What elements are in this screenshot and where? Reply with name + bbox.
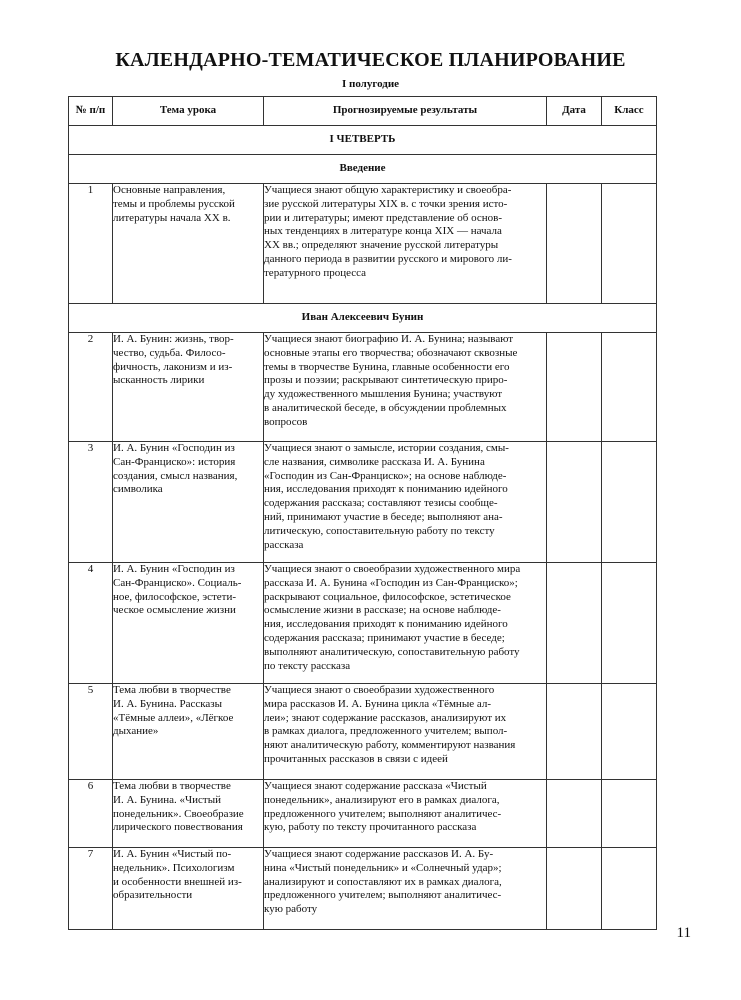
lesson-topic-line: Тема любви в творчестве xyxy=(113,684,231,696)
section-row-quarter xyxy=(69,126,657,155)
lesson-results-line: в аналитической беседе, в обсуждении проблемных xyxy=(264,401,507,414)
table-row xyxy=(69,333,657,442)
lesson-topic-line: образительности xyxy=(113,889,193,902)
lesson-results-line: Учащиеся знают о своеобразии художественного xyxy=(264,684,495,696)
lesson-topic-line: темы и проблемы русской xyxy=(113,197,235,210)
lesson-results-line: ния, исследования приходят к пониманию идейного xyxy=(264,618,508,631)
lesson-number: 2 xyxy=(69,333,113,442)
lesson-topic-line: символика xyxy=(113,483,163,496)
table-row xyxy=(69,780,657,848)
lesson-results-line: ных тенденциях в литературе конца XIX — начала xyxy=(264,225,502,238)
lesson-topic-line: лирического повествования xyxy=(113,821,243,834)
lesson-results-line: предложенного учителем; выполняют аналитичес- xyxy=(264,889,502,902)
lesson-results-line: рии и литературы; имеют представление об основ- xyxy=(264,211,503,224)
lesson-topic-line: ысканность лирики xyxy=(113,374,205,387)
planning-table xyxy=(68,96,657,930)
table-row xyxy=(69,563,657,684)
lesson-results-line: основные этапы его творчества; обозначают сквозные xyxy=(264,346,518,359)
lesson-results xyxy=(264,333,547,442)
lesson-topic-line: фичность, лаконизм и из- xyxy=(113,360,233,373)
lesson-results-line: няют аналитическую работу, комментируют названия xyxy=(264,739,516,752)
lesson-results-line: раскрывают социальное, философское, эстетическое xyxy=(264,590,511,603)
lesson-date-cell[interactable] xyxy=(547,563,602,684)
lesson-number: 6 xyxy=(69,780,113,848)
lesson-results-line: мира рассказов И. А. Бунина цикла «Тёмные ал- xyxy=(264,697,491,710)
lesson-topic-line: И. А. Бунин «Господин из xyxy=(113,442,235,454)
lesson-topic-line: Тема любви в творчестве xyxy=(113,780,231,792)
lesson-topic-line: И. А. Бунина. Рассказы xyxy=(113,697,223,710)
lesson-class-cell[interactable] xyxy=(602,780,657,848)
lesson-results-line: осмысление жизни в рассказе; на основе наблюде- xyxy=(264,604,501,617)
lesson-results-line: в рамках диалога, предложенного учителем; выпол- xyxy=(264,725,508,738)
lesson-topic xyxy=(113,563,264,684)
lesson-results-line: содержания рассказа; составляют тезисы сообще- xyxy=(264,497,498,510)
lesson-results-line: темы в творчестве Бунина, главные особенности его xyxy=(264,360,510,373)
lesson-results-line: понедельник», анализируют его в рамках диалога, xyxy=(264,793,500,806)
lesson-results-line: нина «Чистый понедельник» и «Солнечный удар»; xyxy=(264,861,502,874)
lesson-class-cell[interactable] xyxy=(602,684,657,780)
lesson-results-line: Учащиеся знают о своеобразии художественного мира xyxy=(264,563,521,575)
table-row xyxy=(69,684,657,780)
lesson-results-line: предложенного учителем; выполняют аналитичес- xyxy=(264,807,502,820)
lesson-results xyxy=(264,184,547,304)
header-class: Класс xyxy=(602,97,657,126)
lesson-topic xyxy=(113,333,264,442)
table-row xyxy=(69,442,657,563)
lesson-results-line: прочитанных рассказов в связи с идеей xyxy=(264,752,448,765)
lesson-topic-line: литературы начала XX в. xyxy=(113,211,231,224)
lesson-number: 3 xyxy=(69,442,113,563)
lesson-topic xyxy=(113,780,264,848)
lesson-topic xyxy=(113,848,264,930)
lesson-date-cell[interactable] xyxy=(547,333,602,442)
lesson-results-line: «Господин из Сан-Франциско»; на основе наблюде- xyxy=(264,469,507,482)
lesson-results-line: анализируют и сопоставляют их в рамках диалога, xyxy=(264,875,502,888)
lesson-results-line: леи»; знают содержание рассказов, анализируют их xyxy=(264,711,507,724)
lesson-results-line: литическую, сопоставительную работу по тексту xyxy=(264,524,495,537)
lesson-number: 1 xyxy=(69,184,113,304)
lesson-number: 5 xyxy=(69,684,113,780)
header-results: Прогнозируемые результаты xyxy=(264,97,547,126)
table-row xyxy=(69,184,657,304)
lesson-results-line: прозы и поэзии; раскрывают синтетическую приро- xyxy=(264,374,508,387)
lesson-topic-line: создания, смысл названия, xyxy=(113,469,238,482)
lesson-class-cell[interactable] xyxy=(602,848,657,930)
lesson-results xyxy=(264,780,547,848)
lesson-class-cell[interactable] xyxy=(602,563,657,684)
lesson-topic xyxy=(113,684,264,780)
lesson-date-cell[interactable] xyxy=(547,848,602,930)
lesson-results-line: зие русской литературы XIX в. с точки зрения исто- xyxy=(264,197,508,210)
section-row-intro xyxy=(69,155,657,184)
lesson-topic-line: понедельник». Своеобразие xyxy=(113,807,244,820)
lesson-topic-line: ное, философское, эстети- xyxy=(113,590,237,603)
lesson-topic-line: И. А. Бунин «Чистый по- xyxy=(113,848,232,860)
lesson-class-cell[interactable] xyxy=(602,333,657,442)
page-number: 11 xyxy=(676,925,691,941)
lesson-results xyxy=(264,563,547,684)
lesson-date-cell[interactable] xyxy=(547,442,602,563)
section-bunin: Иван Алексеевич Бунин xyxy=(69,304,657,333)
header-num: № п/п xyxy=(69,97,113,126)
lesson-results-line: Учащиеся знают биографию И. А. Бунина; называют xyxy=(264,333,514,345)
lesson-results-line: кую работу xyxy=(264,903,318,916)
lesson-number: 7 xyxy=(69,848,113,930)
lesson-results xyxy=(264,684,547,780)
lesson-results-line: Учащиеся знают общую характеристику и своеобра- xyxy=(264,184,512,196)
header-date: Дата xyxy=(547,97,602,126)
lesson-topic-line: ческое осмысление жизни xyxy=(113,604,236,617)
lesson-results-line: ния, исследования приходят к пониманию идейного xyxy=(264,483,508,496)
page-subtitle: I полугодие xyxy=(341,78,400,90)
lesson-results-line: Учащиеся знают содержание рассказа «Чистый xyxy=(264,780,487,792)
lesson-class-cell[interactable] xyxy=(602,184,657,304)
lesson-results xyxy=(264,848,547,930)
lesson-results-line: данного периода в развитии русского и мирового ли- xyxy=(264,252,512,265)
lesson-results-line: ний, принимают участие в беседе; выполняют ана- xyxy=(264,510,503,523)
lesson-results-line: содержания рассказа; принимают участие в беседе; xyxy=(264,631,505,644)
lesson-number: 4 xyxy=(69,563,113,684)
lesson-results-line: Учащиеся знают о замысле, истории создания, смы- xyxy=(264,442,509,454)
lesson-topic-line: и особенности внешней из- xyxy=(113,875,242,888)
lesson-results-line: Учащиеся знают содержание рассказов И. А. Бу- xyxy=(264,848,494,860)
section-row-bunin xyxy=(69,304,657,333)
lesson-results-line: рассказа xyxy=(264,538,304,551)
lesson-results-line: ду художественного мышления Бунина; участвуют xyxy=(264,388,503,401)
lesson-topic-line: И. А. Бунин: жизнь, твор- xyxy=(113,333,234,345)
lesson-topic-line: чество, судьба. Филосо- xyxy=(113,346,226,359)
lesson-date-cell[interactable] xyxy=(547,184,602,304)
lesson-topic-line: Сан-Франциско». Социаль- xyxy=(113,576,242,589)
lesson-topic-line: недельник». Психологизм xyxy=(113,861,235,874)
lesson-topic-line: дыхание» xyxy=(113,725,159,738)
lesson-results-line: по тексту рассказа xyxy=(264,659,351,672)
lesson-results-line: кую, работу по тексту прочитанного рассказа xyxy=(264,821,477,834)
section-intro: Введение xyxy=(69,155,657,184)
lesson-topic-line: Сан-Франциско»: история xyxy=(113,455,236,468)
lesson-topic-line: «Тёмные аллеи», «Лёгкое xyxy=(113,711,234,724)
lesson-results xyxy=(264,442,547,563)
lesson-results-line: вопросов xyxy=(264,415,308,428)
lesson-results-line: рассказа И. А. Бунина «Господин из Сан-Франциско»; xyxy=(264,576,518,589)
section-quarter: I ЧЕТВЕРТЬ xyxy=(69,126,657,155)
lesson-topic xyxy=(113,184,264,304)
lesson-date-cell[interactable] xyxy=(547,684,602,780)
lesson-date-cell[interactable] xyxy=(547,780,602,848)
lesson-results-line: сле названия, символике рассказа И. А. Бунина xyxy=(264,455,485,468)
lesson-results-line: XX вв.; определяют значение русской литературы xyxy=(264,239,499,252)
table-row xyxy=(69,848,657,930)
table-header-row xyxy=(69,97,657,126)
lesson-results-line: тературного процесса xyxy=(264,266,367,279)
lesson-topic-line: И. А. Бунин «Господин из xyxy=(113,563,235,575)
lesson-topic xyxy=(113,442,264,563)
lesson-class-cell[interactable] xyxy=(602,442,657,563)
lesson-results-line: выполняют аналитическую, сопоставительную работу xyxy=(264,645,520,658)
lesson-topic-line: И. А. Бунина. «Чистый xyxy=(113,793,221,806)
lesson-topic-line: Основные направления, xyxy=(113,184,226,196)
header-topic: Тема урока xyxy=(113,97,264,126)
page-title: КАЛЕНДАРНО-ТЕМАТИЧЕСКОЕ ПЛАНИРОВАНИЕ xyxy=(115,49,626,71)
